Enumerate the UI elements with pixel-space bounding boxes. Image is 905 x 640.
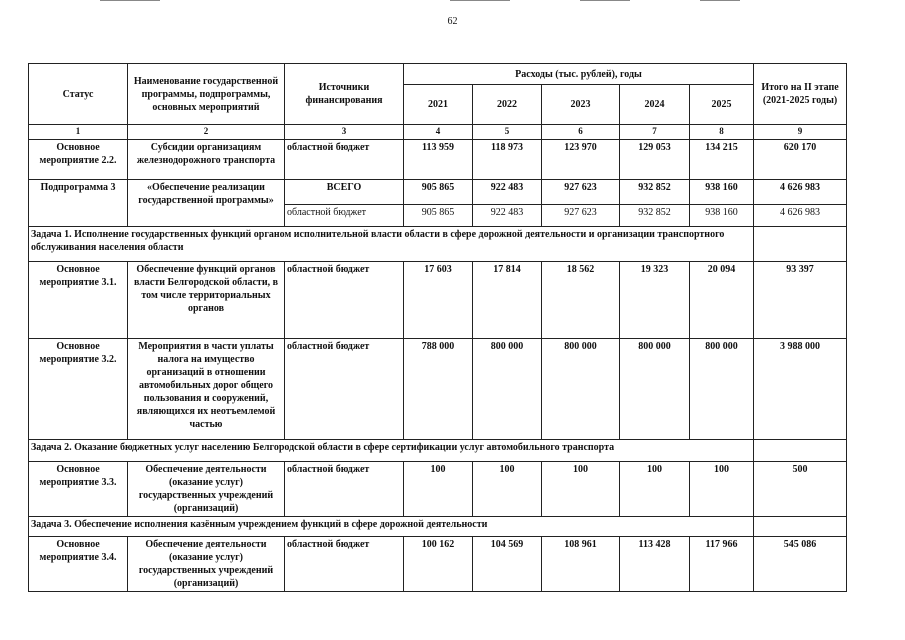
value-cell: 118 973: [473, 139, 542, 179]
row-status: Основное мероприятие 2.2.: [29, 139, 128, 179]
budget-table: [28, 63, 847, 592]
value-cell: 108 961: [542, 536, 620, 591]
value-cell: 134 215: [690, 139, 754, 179]
row-status: Подпрограмма 3: [29, 179, 128, 226]
header-year: 2021: [404, 85, 473, 125]
value-cell: 932 852: [620, 179, 690, 204]
value-cell: 800 000: [620, 338, 690, 439]
column-number: 9: [754, 125, 847, 140]
value-cell: 938 160: [690, 179, 754, 204]
value-cell: 100: [404, 461, 473, 516]
table-row: [29, 139, 847, 179]
total-cell: 545 086: [754, 536, 847, 591]
total-cell: 93 397: [754, 261, 847, 338]
header-status: Статус: [29, 64, 128, 125]
column-number: 2: [128, 125, 285, 140]
row-name: Субсидии организациям железнодорожного транспорта: [128, 139, 285, 179]
header-name: Наименование государственной программы, подпрограммы, основных мероприятий: [128, 64, 285, 125]
value-cell: 788 000: [404, 338, 473, 439]
value-cell: 100: [620, 461, 690, 516]
total-cell: 4 626 983: [754, 179, 847, 204]
task-2-text: Задача 2. Оказание бюджетных услуг населению Белгородской области в сфере сертификации услуг автомобильного транспорта: [29, 439, 754, 461]
scan-edge-line: [700, 0, 740, 1]
table-row: [29, 179, 847, 204]
value-cell: 927 623: [542, 179, 620, 204]
value-cell: 100: [690, 461, 754, 516]
value-cell: 113 428: [620, 536, 690, 591]
header-year: 2022: [473, 85, 542, 125]
column-number: 4: [404, 125, 473, 140]
value-cell: 800 000: [542, 338, 620, 439]
value-cell: 129 053: [620, 139, 690, 179]
value-cell: 905 865: [404, 204, 473, 226]
empty-cell: [754, 516, 847, 536]
header-sources: Источники финансирования: [285, 64, 404, 125]
header-year: 2024: [620, 85, 690, 125]
column-number: 8: [690, 125, 754, 140]
header-expenses: Расходы (тыс. рублей), годы: [404, 64, 754, 85]
total-cell: 620 170: [754, 139, 847, 179]
row-name: «Обеспечение реализации государственной программы»: [128, 179, 285, 226]
page-number: 62: [447, 16, 458, 27]
task-3-text: Задача 3. Обеспечение исполнения казённым учреждением функций в сфере дорожной деятельности: [29, 516, 754, 536]
value-cell: 800 000: [690, 338, 754, 439]
row-source: областной бюджет: [285, 204, 404, 226]
value-cell: 100: [473, 461, 542, 516]
task-row: [29, 226, 847, 261]
column-number: 7: [620, 125, 690, 140]
row-source: областной бюджет: [285, 139, 404, 179]
value-cell: 927 623: [542, 204, 620, 226]
row-status: Основное мероприятие 3.4.: [29, 536, 128, 591]
total-cell: 3 988 000: [754, 338, 847, 439]
row-source: областной бюджет: [285, 461, 404, 516]
row-name: Обеспечение функций органов власти Белгородской области, в том числе территориальных органов: [128, 261, 285, 338]
value-cell: 800 000: [473, 338, 542, 439]
header-year: 2025: [690, 85, 754, 125]
row-name: Обеспечение деятельности (оказание услуг) государственных учреждений (организаций): [128, 536, 285, 591]
value-cell: 938 160: [690, 204, 754, 226]
value-cell: 17 603: [404, 261, 473, 338]
row-name: Обеспечение деятельности (оказание услуг) государственных учреждений (организаций): [128, 461, 285, 516]
row-source: областной бюджет: [285, 338, 404, 439]
value-cell: 17 814: [473, 261, 542, 338]
scan-edge-line: [450, 0, 510, 1]
total-cell: 500: [754, 461, 847, 516]
table-row: [29, 261, 847, 338]
scan-edge-line: [580, 0, 630, 1]
total-cell: 4 626 983: [754, 204, 847, 226]
task-1-text: Задача 1. Исполнение государственных функций органом исполнительной власти области в сфере дорожной деятельности и организации транспортного обслуживания населения области: [29, 226, 754, 261]
header-total: Итого на II этапе (2021-2025 годы): [754, 64, 847, 125]
row-source: ВСЕГО: [285, 179, 404, 204]
value-cell: 905 865: [404, 179, 473, 204]
value-cell: 104 569: [473, 536, 542, 591]
row-status: Основное мероприятие 3.3.: [29, 461, 128, 516]
row-source: областной бюджет: [285, 261, 404, 338]
column-number: 5: [473, 125, 542, 140]
value-cell: 922 483: [473, 179, 542, 204]
table-row: [29, 536, 847, 591]
value-cell: 18 562: [542, 261, 620, 338]
value-cell: 922 483: [473, 204, 542, 226]
value-cell: 19 323: [620, 261, 690, 338]
row-source: областной бюджет: [285, 536, 404, 591]
empty-cell: [754, 226, 847, 261]
value-cell: 117 966: [690, 536, 754, 591]
scan-edge-line: [100, 0, 160, 1]
column-number: 1: [29, 125, 128, 140]
task-row: [29, 516, 847, 536]
value-cell: 932 852: [620, 204, 690, 226]
empty-cell: [754, 439, 847, 461]
row-status: Основное мероприятие 3.2.: [29, 338, 128, 439]
header-year: 2023: [542, 85, 620, 125]
row-name: Мероприятия в части уплаты налога на имущество организаций в отношении автомобильных дорог общего пользования и сооружений, являющихся их неотъемлемой частью: [128, 338, 285, 439]
column-number: 6: [542, 125, 620, 140]
value-cell: 123 970: [542, 139, 620, 179]
table-row: [29, 338, 847, 439]
table-row: [29, 461, 847, 516]
row-status: Основное мероприятие 3.1.: [29, 261, 128, 338]
value-cell: 113 959: [404, 139, 473, 179]
value-cell: 100 162: [404, 536, 473, 591]
value-cell: 100: [542, 461, 620, 516]
task-row: [29, 439, 847, 461]
value-cell: 20 094: [690, 261, 754, 338]
column-number: 3: [285, 125, 404, 140]
